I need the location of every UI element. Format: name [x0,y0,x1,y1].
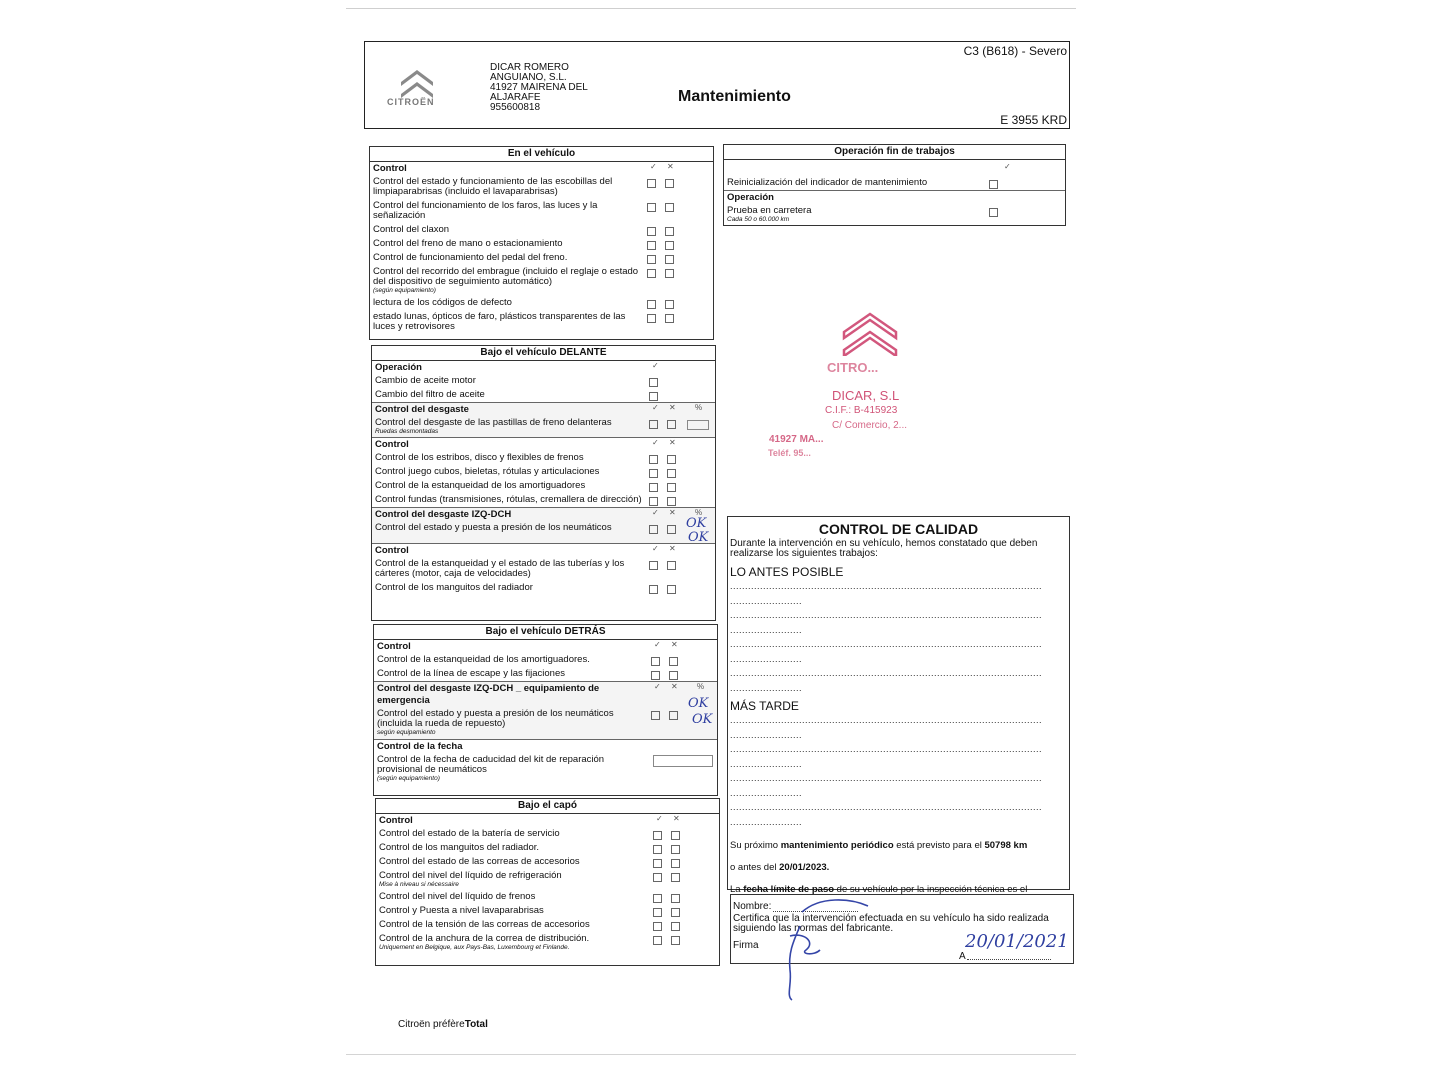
row-label: Control del claxon [373,224,450,235]
row-label: estado lunas, ópticos de faro, plásticos transparentes de las luces y retrovisores [373,311,626,332]
footer-slogan [398,1019,488,1030]
ok-checkbox[interactable] [649,455,658,464]
no-checkbox[interactable] [665,241,674,250]
no-column-mark: ✕ [669,544,676,553]
check-row [376,932,719,953]
ok-column-mark: ✓ [652,438,659,447]
stamp-street: C/ Comercio, 2... [832,420,908,431]
dealer-line: ANGUIANO, S.L. [490,72,567,83]
stamp-city: 41927 MA... [769,434,824,445]
ok-column-mark: ✓ [654,682,661,691]
check-row [372,493,715,507]
wear-group [372,403,715,438]
next-service-km: 50798 km [984,840,1028,851]
group-title: Operación [375,362,422,373]
check-row [372,388,715,402]
place-label: A [959,951,966,962]
stamp-brand: CITRO... [827,360,879,375]
no-checkbox[interactable] [671,873,680,882]
text: mantenimiento periódico [780,840,894,851]
check-row [372,479,715,493]
row-label: Cambio del filtro de aceite [375,389,485,400]
ok-column-mark: ✓ [652,403,659,412]
certification-text: Certifica que la intervención efectuada en su vehículo ha sido realizada siguiendo las normas del fabricante. [733,913,1049,934]
group-title: Operación [727,192,774,203]
check-row [724,176,1065,190]
check-row [372,465,715,479]
row-label: Control de los manguitos del radiador. [379,842,540,853]
date-field[interactable] [967,959,1051,960]
group-title: Control [379,815,413,826]
no-checkbox[interactable] [669,657,678,666]
no-checkbox[interactable] [667,483,676,492]
dealer-line: ALJARAFE [490,92,541,103]
no-checkbox[interactable] [671,922,680,931]
scan-edge-bottom [346,1054,1076,1055]
ok-checkbox[interactable] [651,657,660,666]
check-row [370,175,713,199]
ok-checkbox[interactable] [647,227,656,236]
row-label: Control de la estanqueidad de los amortiguadores. [377,654,590,665]
handwritten-ok: OK [688,696,709,711]
no-checkbox[interactable] [667,585,676,594]
tyre-wear-group [372,508,715,544]
text: está previsto para el [893,840,985,851]
stamp-cif: C.I.F.: B-415923 [825,405,898,416]
text: La [730,884,744,895]
row-note: Ruedas desmontadas [375,428,439,435]
row-label: Cambio de aceite motor [375,375,476,386]
no-checkbox[interactable] [665,269,674,278]
ok-checkbox[interactable] [649,469,658,478]
check-row [372,451,715,465]
text: 20/01/2023. [779,862,830,873]
row-label: Control del recorrido del embrague (incluido el reglaje o estado del dispositivo de seguimiento automático) [373,266,639,287]
row-label: Control de la anchura de la correa de distribución. [379,933,590,944]
ok-checkbox[interactable] [649,378,658,387]
ok-column-mark: ✓ [650,162,657,171]
no-checkbox[interactable] [671,845,680,854]
ok-checkbox[interactable] [649,525,658,534]
no-checkbox[interactable] [665,255,674,264]
no-column-mark: ✕ [667,162,674,171]
next-service [728,839,1069,853]
dealer-line: DICAR ROMERO [490,62,569,73]
section-en-vehiculo [369,146,714,340]
check-row [372,557,715,581]
section-title: En el vehículo [370,147,713,162]
control-group [370,162,713,334]
row-label: Control de los estribos, disco y flexibles de frenos [375,452,584,463]
check-row [370,265,713,296]
no-checkbox[interactable] [667,469,676,478]
check-row [376,904,719,918]
row-label: Control fundas (transmisiones, rótulas, cremallera de dirección) [375,494,642,505]
ok-checkbox[interactable] [653,831,662,840]
text: Su próximo [730,840,781,851]
stamp-phone: Teléf. 95... [768,448,811,458]
control-group [372,544,715,595]
row-note: Uniquement en Belgique, aux Pays-Bas, Luxembourg et Finlande. [379,944,570,951]
check-row [376,890,719,904]
percent-column-mark: % [695,403,703,412]
no-column-mark: ✕ [669,403,676,412]
check-row [376,827,719,841]
group-title: Control [377,641,411,652]
group-title: Control de la fecha [377,741,463,752]
row-label: lectura de los códigos de defecto [373,297,512,308]
ok-checkbox[interactable] [647,241,656,250]
quality-intro: Durante la intervención en su vehículo, hemos constatado que deben realizarse los siguientes trabajos: [730,538,1038,559]
check-row [376,869,719,890]
row-label: Control de la fecha de caducidad del kit de reparación provisional de neumáticos [377,754,605,775]
check-row [724,204,1065,225]
control-group [372,438,715,508]
text: de su vehículo por la inspección técnica es el [834,884,1028,895]
group-title: Control [375,545,409,556]
ok-checkbox[interactable] [989,180,998,189]
row-note: (según equipamiento) [377,775,440,782]
ok-checkbox[interactable] [647,179,656,188]
row-label: Control del nivel del líquido de frenos [379,891,536,902]
check-row [376,855,719,869]
no-column-mark: ✕ [669,438,676,447]
no-checkbox[interactable] [667,420,676,429]
ok-checkbox[interactable] [649,483,658,492]
scan-edge-top [346,8,1076,9]
document-header [364,41,1070,129]
check-row [374,753,717,784]
percent-column-mark: % [695,508,703,517]
ok-checkbox[interactable] [649,392,658,401]
brand-wordmark: CITROËN [387,97,435,107]
date-group [374,740,717,784]
ok-checkbox[interactable] [649,497,658,506]
text: Total [464,1019,488,1030]
no-checkbox[interactable] [667,561,676,570]
dealer-line: 955600818 [490,102,541,113]
group-title: Control del desgaste IZQ-DCH _ equipamiento de emergencia [377,683,600,706]
ok-checkbox[interactable] [653,922,662,931]
no-checkbox[interactable] [667,497,676,506]
no-checkbox[interactable] [671,831,680,840]
ok-checkbox[interactable] [653,936,662,945]
check-row [370,310,713,334]
row-label: Control del estado de la batería de servicio [379,828,560,839]
no-checkbox[interactable] [665,300,674,309]
next-service-date [728,861,1069,875]
section-detras [373,624,718,796]
ok-checkbox[interactable] [647,300,656,309]
section-title: Bajo el vehículo DETRÁS [374,625,717,640]
row-label: Control del estado de las correas de accesorios [379,856,580,867]
ok-column-mark: ✓ [652,508,659,517]
no-checkbox[interactable] [671,908,680,917]
dealer-stamp [765,310,915,460]
ok-column-mark: ✓ [656,814,663,823]
row-label: Control del freno de mano o estacionamiento [373,238,563,249]
group-title: Control [373,163,407,174]
license-plate: E 3955 KRD [1000,113,1067,127]
ok-checkbox[interactable] [653,873,662,882]
dealer-address [490,63,588,113]
tyre-wear-group [374,682,717,740]
quality-title: CONTROL DE CALIDAD [818,521,979,537]
row-label: Control juego cubos, bieletas, rótulas y articulaciones [375,466,600,477]
check-row [376,841,719,855]
handwritten-signature-icon [780,892,880,1004]
ok-checkbox[interactable] [649,585,658,594]
handwritten-ok: OK [686,516,707,531]
no-checkbox[interactable] [669,711,678,720]
row-label: Control y Puesta a nivel lavaparabrisas [379,905,544,916]
ok-checkbox[interactable] [653,894,662,903]
control-group [376,814,719,953]
check-row [370,237,713,251]
no-checkbox[interactable] [665,179,674,188]
ok-column-mark: ✓ [652,544,659,553]
row-label: Control de funcionamiento del pedal del freno. [373,252,568,263]
row-label: Control de los manguitos del radiador [375,582,533,593]
later-heading: MÁS TARDE [730,699,799,713]
row-note: según equipamiento [377,729,436,736]
dealer-line: 41927 MAIRENA DEL [490,82,588,93]
no-checkbox[interactable] [665,227,674,236]
no-column-mark: ✕ [673,814,680,823]
ok-checkbox[interactable] [653,908,662,917]
section-title: Operación fin de trabajos [724,145,1065,160]
percent-field[interactable] [687,420,709,430]
no-checkbox[interactable] [669,671,678,680]
row-label: Control del estado y funcionamiento de las escobillas del limpiaparabrisas (incluido el lavaparabrisas) [373,176,613,197]
check-row [370,199,713,223]
ok-checkbox[interactable] [989,208,998,217]
row-label: Reinicialización del indicador de mantenimiento [727,177,928,188]
row-label: Prueba en carretera [727,205,812,216]
handwritten-ok: OK [688,530,709,545]
signature-label: Firma [733,940,759,951]
ok-column-mark: ✓ [1004,162,1011,171]
ok-checkbox[interactable] [647,203,656,212]
no-checkbox[interactable] [671,894,680,903]
vehicle-model: C3 (B618) - Severo [963,44,1067,58]
ok-checkbox[interactable] [649,420,658,429]
ok-checkbox[interactable] [647,269,656,278]
row-label: Control del estado y puesta a presión de los neumáticos [375,522,612,533]
check-row [370,223,713,237]
row-label: Control de la tensión de las correas de accesorios [379,919,590,930]
text: fecha límite de paso [743,884,835,895]
operation-group [372,361,715,403]
ok-checkbox[interactable] [651,711,660,720]
section-capo [375,798,720,966]
row-label: Control del nivel del líquido de refrigeración [379,870,562,881]
ok-column-mark: ✓ [652,361,659,370]
check-row [374,707,717,739]
ok-column-mark: ✓ [654,640,661,649]
text: o antes del [730,862,780,873]
check-row [374,667,717,681]
row-label: Control de la estanqueidad y el estado de las tuberías y los cárteres (motor, caja de velocidades) [375,558,625,579]
row-label: Control del desgaste de las pastillas de freno delanteras [375,417,612,428]
handwritten-date: 20/01/2021 [965,931,1069,952]
row-label: Control de la estanqueidad de los amortiguadores [375,480,586,491]
group-title: Control [375,439,409,450]
section-title: Bajo el vehículo DELANTE [372,346,715,361]
row-label: Control del funcionamiento de los faros, las luces y la señalización [373,200,598,221]
later-lines[interactable]: ........................................................................................................ ........................ ........................................................................................................ ........................ ........................................................................................................ ........................ ........................................................................................................ ........................ [730,715,1043,827]
asap-heading: LO ANTES POSIBLE [730,565,844,579]
control-calidad-box [727,516,1070,895]
ok-checkbox[interactable] [647,255,656,264]
check-row [376,918,719,932]
check-row [372,374,715,388]
group-title: Control del desgaste IZQ-DCH [375,509,512,520]
no-checkbox[interactable] [671,859,680,868]
text: Citroën préfère [398,1019,465,1030]
section-delante [371,345,716,621]
row-label: Control de la línea de escape y las fijaciones [377,668,566,679]
no-checkbox[interactable] [667,525,676,534]
check-row [370,296,713,310]
row-label: Control del estado y puesta a presión de los neumáticos (incluida la rueda de repuesto) [377,708,614,729]
section-title: Bajo el capó [376,799,719,814]
no-checkbox[interactable] [671,936,680,945]
check-row [372,521,715,543]
ok-checkbox[interactable] [653,845,662,854]
stamp-name: DICAR, S.L [832,388,900,403]
ok-checkbox[interactable] [649,561,658,570]
no-column-mark: ✕ [669,508,676,517]
no-checkbox[interactable] [665,314,674,323]
check-row [370,251,713,265]
percent-column-mark: % [697,682,705,691]
check-row [372,416,715,437]
section-fin-trabajos [723,144,1066,226]
row-note: Cada 50 o 60.000 km [727,216,790,223]
check-row [374,653,717,667]
no-checkbox[interactable] [665,203,674,212]
handwritten-ok: OK [692,712,713,727]
document-title: Mantenimiento [678,88,791,105]
reset-group [724,160,1065,191]
ok-checkbox[interactable] [651,671,660,680]
name-label: Nombre: [733,901,772,912]
asap-lines[interactable]: ........................................................................................................ ........................ ........................................................................................................ ........................ ........................................................................................................ ........................ ........................................................................................................ ........................ [730,581,1043,693]
row-note: (según equipamiento) [373,287,436,294]
no-column-mark: ✕ [671,640,678,649]
ok-checkbox[interactable] [647,314,656,323]
citroen-chevrons-icon [397,64,437,100]
control-group [374,640,717,682]
group-title: Control del desgaste [375,404,469,415]
ok-checkbox[interactable] [653,859,662,868]
expiry-date-field[interactable] [653,755,713,767]
stamp-chevrons-icon [840,310,900,356]
no-column-mark: ✕ [671,682,678,691]
row-note: Mise à niveau si nécessaire [379,881,459,888]
check-row [372,581,715,595]
operation-group [724,191,1065,225]
no-checkbox[interactable] [667,455,676,464]
